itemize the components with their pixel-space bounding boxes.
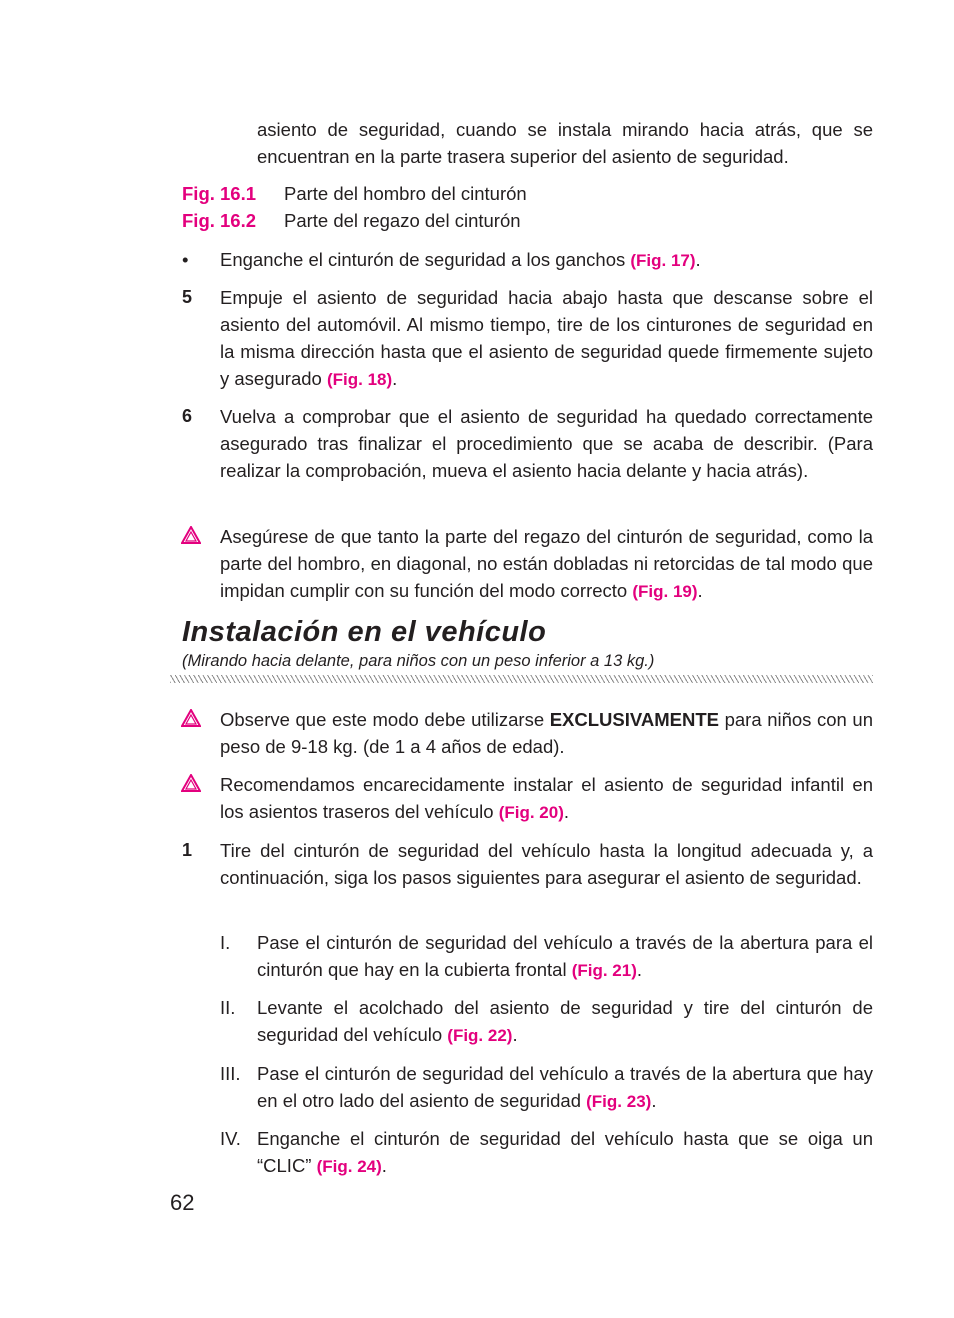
emphasis: EXCLUSIVAMENTE [549,709,719,730]
section-divider [170,675,873,683]
warning-triangle-icon [181,774,201,792]
fig-text: Parte del regazo del cinturón [284,210,521,231]
fig-text: Parte del hombro del cinturón [284,183,527,204]
step-number: 5 [182,287,193,307]
step-1-text: Tire del cinturón de seguridad del vehículo hasta la longitud adecuada y, a continuación, siga los pasos siguientes para asegurar el asiento de seguridad. [220,840,873,888]
substep-item [257,1060,873,1115]
fig-legend-2 [182,207,782,234]
fig-ref: (Fig. 22) [447,1026,513,1045]
period: . [697,580,703,601]
fig-ref: (Fig. 20) [498,803,564,822]
fig-ref: (Fig. 17) [630,251,696,270]
warning-text: Recomendamos encarecidamente instalar el asiento de seguridad infantil en los asientos traseros del vehículo [220,774,873,822]
substep-number: II. [220,997,236,1018]
substep-text: Enganche el cinturón de seguridad del vehículo hasta que se oiga un “CLIC” [257,1128,873,1176]
substep-number: IV. [220,1128,241,1149]
substep-text: Levante el acolchado del asiento de seguridad y tire del cinturón de seguridad del vehículo [257,997,873,1045]
fig-label: Fig. 16.2 [182,210,257,231]
section-subtitle: (Mirando hacia delante, para niños con un peso inferior a 13 kg.) [182,652,655,670]
period: . [636,959,643,980]
warning-text: Asegúrese de que tanto la parte del regazo del cinturón de seguridad, como la parte del hombro, en diagonal, no están dobladas ni retorcidas de tal modo que impidan cumplir con su función del modo correcto [220,526,873,601]
substep-item [257,994,873,1049]
bullet-text: Enganche el cinturón de seguridad a los ganchos [220,249,626,270]
substep-number: I. [220,932,231,953]
substep-number: III. [220,1063,241,1084]
warning-2-text [220,706,873,760]
warning-text: para niños con un peso de 9-18 kg. (de 1 a 4 años de edad). [220,709,873,757]
section-title: Instalación en el vehículo [182,616,547,648]
fig-label: Fig. 16.1 [182,183,257,204]
fig-ref: (Fig. 21) [571,961,637,980]
warning-1-text [220,523,873,605]
period: . [651,1090,657,1111]
warning-3-text [220,771,873,826]
fig-ref: (Fig. 18) [326,370,393,389]
continuation-paragraph: asiento de seguridad, cuando se instala mirando hacia atrás, que se encuentran en la parte trasera superior del asiento de seguridad. [257,119,873,167]
fig-ref: (Fig. 24) [316,1157,382,1176]
warning-text: Observe que este modo debe utilizarse [220,709,545,730]
period: . [563,801,569,822]
period: . [512,1024,518,1045]
step-number: 6 [182,406,193,426]
fig-legend-1 [182,180,782,207]
step-6-text: Vuelva a comprobar que el asiento de seguridad ha quedado correctamente asegurado tras finalizar el procedimiento que se acaba de describir. (Para realizar la comprobación, mueva el asiento hacia delante y hacia atrás). [220,406,873,481]
substep-text: Pase el cinturón de seguridad del vehículo a través de la abertura para el cinturón que hay en la cubierta frontal [257,932,873,980]
fig-ref: (Fig. 23) [586,1092,652,1111]
step-number: 1 [182,840,193,860]
warning-triangle-icon [181,526,201,544]
substep-item [257,1125,873,1180]
step-5-text [220,284,873,393]
bullet-item [220,246,873,274]
step-text: Empuje el asiento de seguridad hacia abajo hasta que descanse sobre el asiento del automóvil. Al mismo tiempo, tire de los cinturones de seguridad en la misma dirección hasta que el asiento de seguridad quede firmemente sujeto y asegurado [220,287,873,389]
period: . [695,249,701,270]
substep-text: Pase el cinturón de seguridad del vehículo a través de la abertura que hay en el otro lado del asiento de seguridad [257,1063,873,1111]
period: . [392,368,398,389]
fig-ref: (Fig. 19) [632,582,698,601]
warning-triangle-icon [181,709,201,727]
substep-item [257,929,873,984]
page-number: 62 [170,1190,195,1215]
period: . [381,1155,387,1176]
bullet-symbol: • [182,249,189,270]
